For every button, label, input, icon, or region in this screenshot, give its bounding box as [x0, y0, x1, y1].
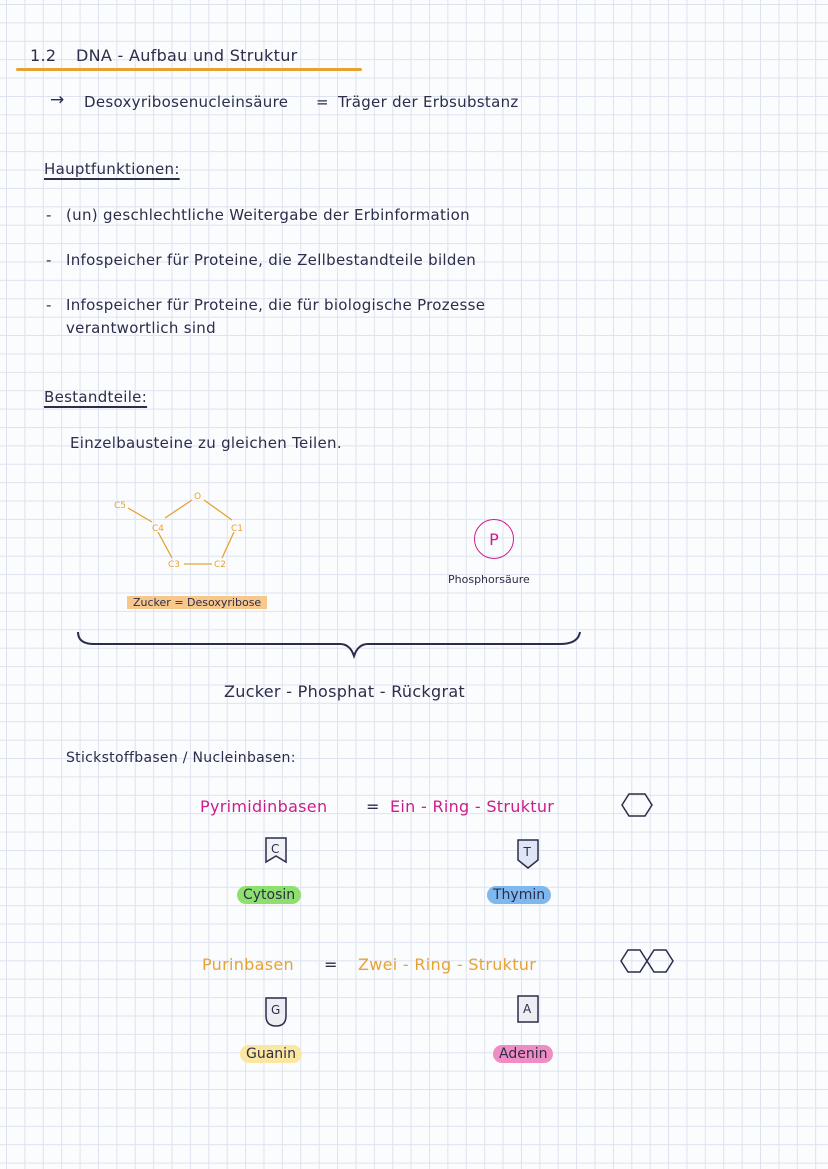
c5-label: C5: [114, 501, 127, 511]
thymin-block-icon: [516, 838, 540, 870]
phosphate-symbol: P: [489, 529, 499, 549]
page-title: DNA - Aufbau und Struktur: [76, 46, 298, 65]
thymin-badge: Thymin: [487, 886, 551, 904]
intro-term: Desoxyribosenucleinsäure: [84, 93, 289, 111]
c2-label: C2: [214, 560, 227, 570]
components-title: Bestandteile:: [44, 388, 148, 406]
function-item-1: (un) geschlechtliche Weitergabe der Erbinformation: [66, 206, 470, 224]
guanin-letter: G: [271, 1003, 281, 1017]
bullet-dash: -: [46, 296, 52, 314]
components-subtitle: Einzelbausteine zu gleichen Teilen.: [70, 434, 342, 452]
curly-brace: [70, 624, 590, 664]
intro-equals: =: [316, 93, 329, 111]
function-item-3: Infospeicher für Proteine, die für biologische Prozesse: [66, 296, 486, 314]
purine-label: Purinbasen: [202, 955, 294, 974]
function-item-3-cont: verantwortlich sind: [66, 319, 216, 337]
bases-title: Stickstoffbasen / Nucleinbasen:: [66, 750, 296, 766]
pyrimidine-label: Pyrimidinbasen: [200, 797, 328, 816]
sugar-caption: Zucker = Desoxyribose: [127, 596, 267, 609]
cytosin-letter: C: [271, 842, 280, 856]
double-ring-hexagon-icon: [620, 948, 676, 974]
c1-label: C1: [231, 524, 244, 534]
intro-arrow: →: [50, 90, 65, 110]
functions-title: Hauptfunktionen:: [44, 160, 180, 178]
bullet-dash: -: [46, 251, 52, 269]
cytosin-badge: Cytosin: [237, 886, 301, 904]
thymin-letter: T: [523, 845, 531, 859]
section-number: 1.2: [30, 46, 57, 65]
intro-definition: Träger der Erbsubstanz: [338, 93, 519, 111]
pyrimidine-structure: Ein - Ring - Struktur: [390, 797, 555, 816]
phosphate-caption: Phosphorsäure: [448, 573, 530, 586]
purine-equals: =: [324, 955, 338, 974]
cytosin-block-icon: [264, 836, 288, 864]
single-ring-hexagon-icon: [621, 790, 653, 820]
adenin-letter: A: [523, 1002, 532, 1016]
adenin-badge: Adenin: [493, 1045, 553, 1063]
title-underline: [16, 68, 362, 71]
phosphate-circle: [474, 519, 514, 559]
purine-structure: Zwei - Ring - Struktur: [358, 955, 537, 974]
c4-label: C4: [152, 524, 165, 534]
oxygen-label: O: [194, 492, 202, 502]
backbone-label: Zucker - Phosphat - Rückgrat: [224, 682, 466, 701]
adenin-block-icon: [516, 994, 540, 1024]
guanin-block-icon: [264, 996, 288, 1028]
function-item-2: Infospeicher für Proteine, die Zellbestandteile bilden: [66, 251, 477, 269]
c3-label: C3: [168, 560, 181, 570]
pyrimidine-equals: =: [366, 797, 380, 816]
deoxyribose-diagram: [100, 480, 280, 590]
guanin-badge: Guanin: [240, 1045, 302, 1063]
bullet-dash: -: [46, 206, 52, 224]
